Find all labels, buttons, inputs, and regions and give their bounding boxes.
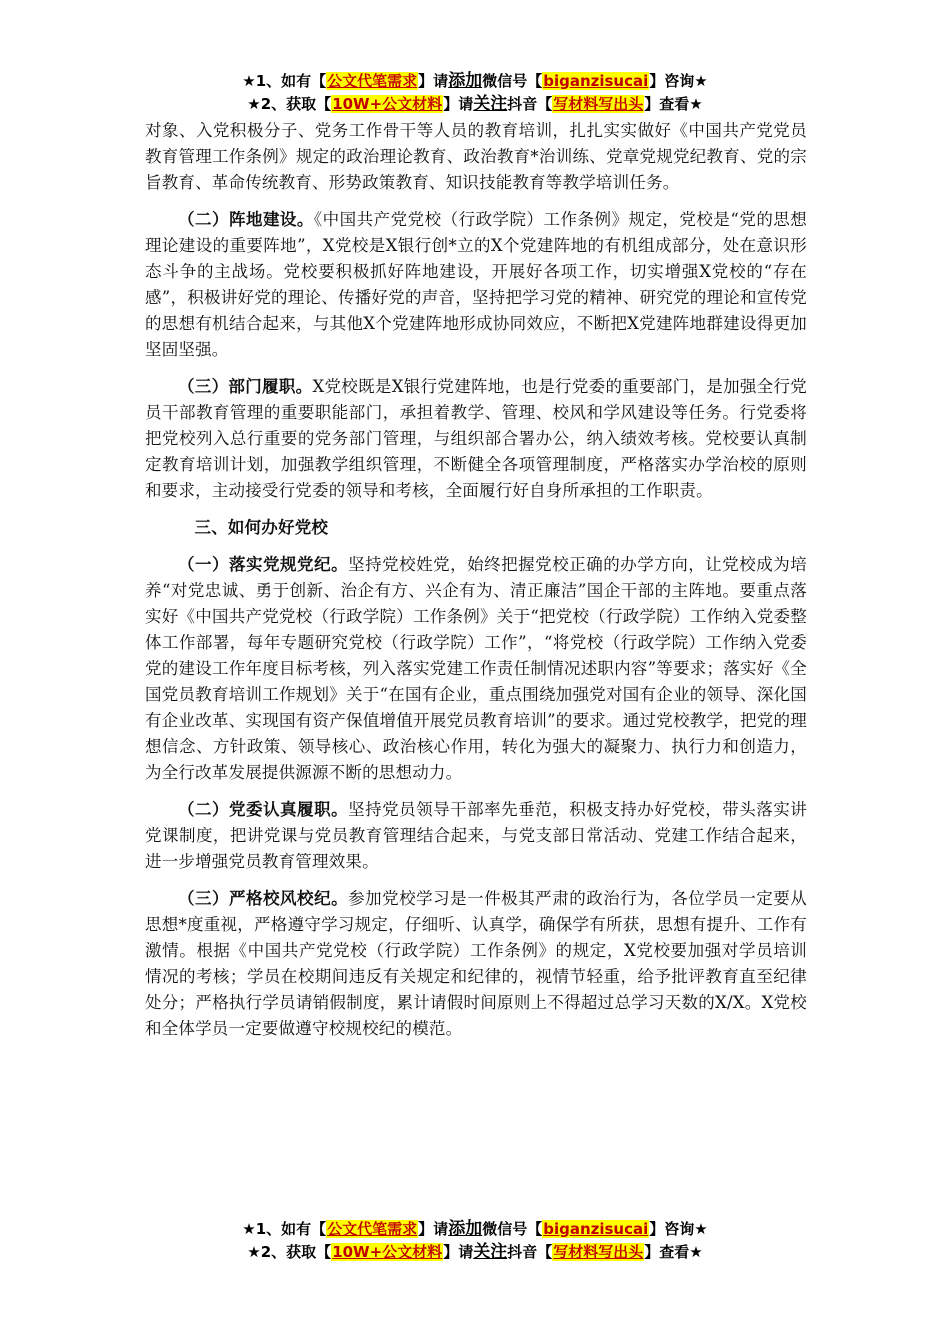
section-heading: 三、如何办好党校 — [194, 518, 329, 537]
banner-text: 抖音【 — [507, 95, 553, 113]
paragraph-text: 坚持党校姓党，始终把握党校正确的办学方向，让党校成为培养“对党忠诚、勇于创新、治企有方、兴企有为、清正廉洁”国企干部的主阵地。要重点落实好《中国共产党党校（行政学院）工作条例》关于“把党校（行政学院）工作纳入党委整体工作部署，每年专题研究党校（行政学院）工作”，“将党校（行政学院）工作纳入党委党的建设工作年度目标考核，列入落实党建工作责任制情况述职内容”等要求；落实好《全国党员教育培训工作规划》关于“在国有企业，重点围绕加强党对国有企业的领导、深化国有企业改革、实现国有资产保值增值开展党员教育培训”的要求。通过党校教学，把党的理想信念、方针政策、领导核心、政治核心作用，转化为强大的凝聚力、执行力和创造力，为全行改革发展提供源源不断的思想动力。 — [145, 555, 808, 782]
banner-text: ★2、获取【 — [247, 1243, 332, 1261]
banner-text: ★1、如有【 — [242, 72, 327, 90]
highlight-wechat-id: biganzisucai — [543, 72, 649, 90]
highlight-wechat-id: biganzisucai — [543, 1220, 649, 1238]
paragraph-text: 坚持党员领导干部率先垂范，积极支持办好党校，带头落实讲党课制度，把讲党课与党员教育管理结合起来，与党支部日常活动、党建工作结合起来，进一步增强党员教育管理效果。 — [145, 800, 808, 871]
banner-line-1 — [0, 70, 950, 93]
footer-banner — [0, 1218, 950, 1264]
banner-text: 微信号【 — [482, 72, 543, 90]
paragraph-heading: （三）严格校风校纪。 — [178, 889, 349, 908]
paragraph-text: 参加党校学习是一件极其严肃的政治行为，各位学员一定要从思想*度重视，严格遵守学习规定，仔细听、认真学，确保学有所获，思想有提升、工作有激情。根据《中国共产党党校（行政学院）工作条例》的规定，X党校要加强对学员培训情况的考核；学员在校期间违反有关规定和纪律的，视情节轻重，给予批评教育直至纪律处分；严格执行学员请销假制度，累计请假时间原则上不得超过总学习天数的X/X。X党校和全体学员一定要做遵守校规校纪的模范。 — [145, 889, 808, 1038]
highlight-douyin-account: 写材料写出头 — [553, 95, 644, 113]
document-body — [145, 118, 807, 1053]
banner-text: 微信号【 — [482, 1220, 543, 1238]
banner-line-2 — [0, 1241, 950, 1264]
banner-text: 】请 — [418, 1220, 449, 1238]
banner-emphasis: 添加 — [448, 1219, 483, 1239]
banner-text: ★2、获取【 — [247, 95, 332, 113]
paragraph — [145, 797, 807, 875]
paragraph — [145, 552, 807, 786]
banner-text: 】咨询★ — [649, 72, 708, 90]
paragraph-heading: （二）党委认真履职。 — [178, 800, 349, 819]
paragraph-heading: （一）落实党规党纪。 — [178, 555, 349, 574]
highlight-service: 公文代笔需求 — [327, 72, 418, 90]
banner-emphasis: 关注 — [473, 94, 508, 114]
paragraph: 对象、入党积极分子、党务工作骨干等人员的教育培训，扎扎实实做好《中国共产党党员教育管理工作条例》规定的政治理论教育、政治教育*治训练、党章党规党纪教育、党的宗旨教育、革命传统教育、形势政策教育、知识技能教育等教学培训任务。 — [145, 121, 807, 192]
banner-text: 】请 — [418, 72, 449, 90]
banner-emphasis: 添加 — [448, 71, 483, 91]
highlight-materials: 10W+公文材料 — [332, 95, 443, 113]
banner-line-2 — [0, 93, 950, 116]
header-banner — [0, 70, 950, 116]
paragraph — [145, 886, 807, 1042]
highlight-materials: 10W+公文材料 — [332, 1243, 443, 1261]
banner-text: 】请 — [443, 95, 474, 113]
banner-text: 】查看★ — [644, 95, 703, 113]
banner-emphasis: 关注 — [473, 1242, 508, 1262]
paragraph-text: X党校既是X银行党建阵地，也是行党委的重要部门，是加强全行党员干部教育管理的重要职能部门，承担着教学、管理、校风和学风建设等任务。行党委将把党校列入总行重要的党务部门管理，与组织部合署办公，纳入绩效考核。党校要认真制定教育培训计划，加强教学组织管理，不断健全各项管理制度，严格落实办学治校的原则和要求，主动接受行党委的领导和考核，全面履行好自身所承担的工作职责。 — [145, 377, 807, 500]
banner-line-1 — [0, 1218, 950, 1241]
banner-text: 】请 — [443, 1243, 474, 1261]
paragraph-heading: （三）部门履职。 — [178, 377, 313, 396]
highlight-douyin-account: 写材料写出头 — [553, 1243, 644, 1261]
paragraph-text: 《中国共产党党校（行政学院）工作条例》规定，党校是“党的思想理论建设的重要阵地”，X党校是X银行创*立的X个党建阵地的有机组成部分，处在意识形态斗争的主战场。党校要积极抓好阵地建设，开展好各项工作，切实增强X党校的“存在感”，积极讲好党的理论、传播好党的声音，坚持把学习党的精神、研究党的理论和宣传党的思想有机结合起来，与其他X个党建阵地形成协同效应，不断把X党建阵地群建设得更加坚固坚强。 — [145, 210, 807, 359]
highlight-service: 公文代笔需求 — [327, 1220, 418, 1238]
banner-text: 】查看★ — [644, 1243, 703, 1261]
banner-text: 】咨询★ — [649, 1220, 708, 1238]
paragraph — [145, 207, 807, 363]
paragraph-heading: （二）阵地建设。 — [178, 210, 314, 229]
banner-text: 抖音【 — [507, 1243, 553, 1261]
paragraph — [145, 374, 807, 504]
banner-text: ★1、如有【 — [242, 1220, 327, 1238]
